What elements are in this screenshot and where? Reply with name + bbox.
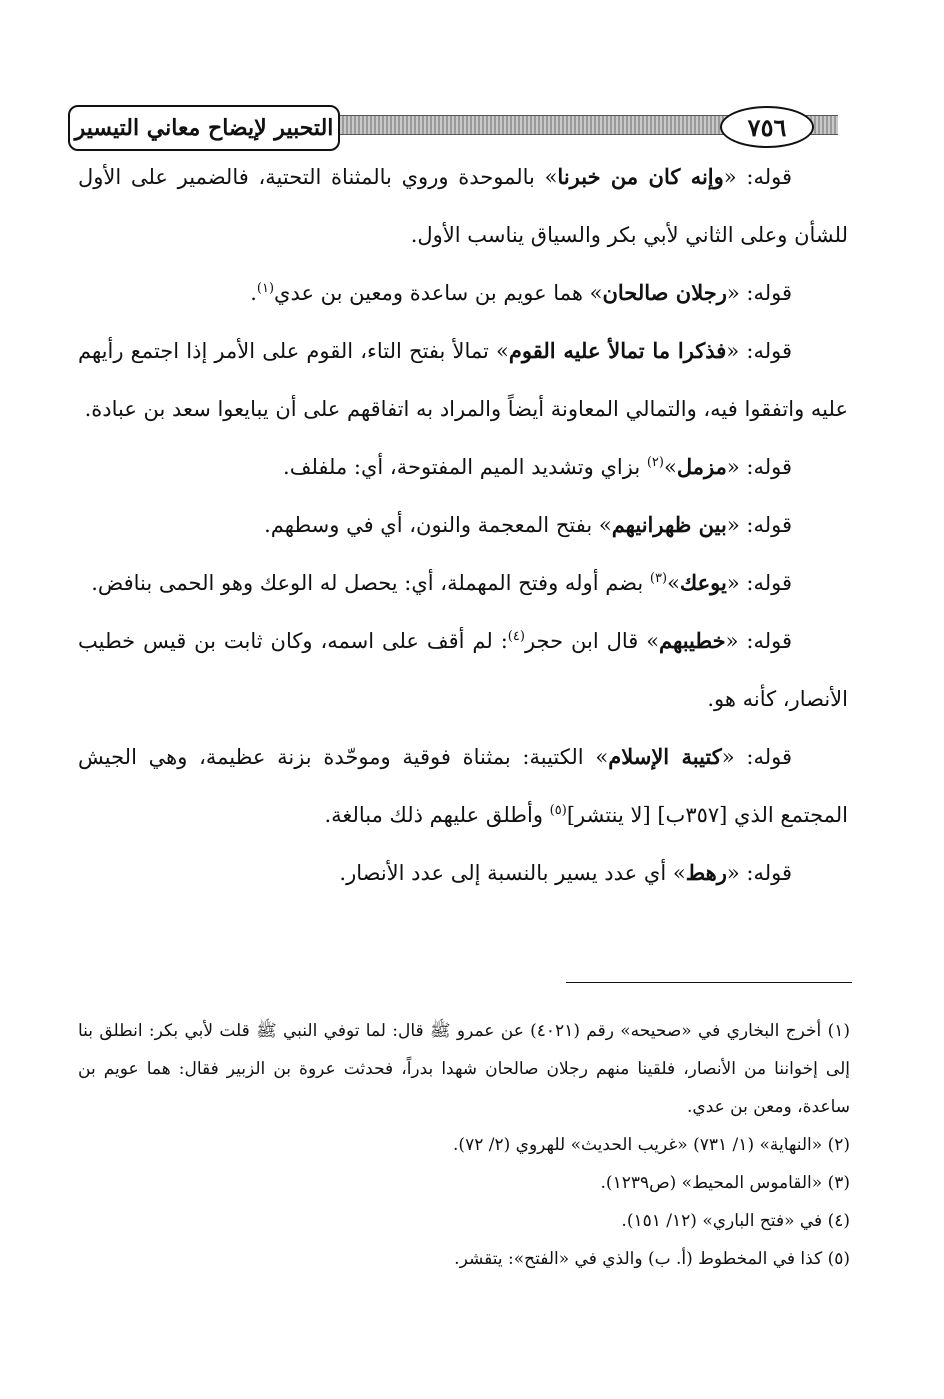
footnotes <box>78 1012 850 1278</box>
keyword: مزمل <box>676 454 727 479</box>
footnote: (٥) كذا في المخطوط (أ. ب) والذي في «الفتح»: يتقشر. <box>454 1249 850 1269</box>
footnote-ref[interactable]: (٤) <box>507 629 525 644</box>
keyword: بين ظهرانيهم <box>611 512 727 537</box>
footnote-ref[interactable]: (٥) <box>549 803 567 818</box>
footnote-separator <box>566 982 852 983</box>
keyword: يوعك <box>679 570 727 595</box>
keyword: خطيبهم <box>659 628 726 653</box>
footnote-ref[interactable]: (١) <box>256 281 275 296</box>
paragraph: قوله: «خطيبهم» قال ابن حجر$^{(٤)}$: لم أقف على اسمه، وكان ثابت بن قيس خطيب الأنصار، كأنه هو. <box>78 628 848 711</box>
footnote-ref[interactable]: (٢) <box>646 455 664 470</box>
paragraph: قوله: «رهط» أي عدد يسير بالنسبة إلى عدد الأنصار. <box>339 860 792 885</box>
paragraph: قوله: «يوعك»$^{(٣)}$ بضم أوله وفتح المهملة، أي: يحصل له الوعك وهو الحمى بنافض. <box>91 570 792 595</box>
footnote: (٢) «النهاية» (١/ ٧٣١) «غريب الحديث» للهروي (٢/ ٧٢). <box>453 1135 850 1155</box>
paragraph: قوله: «كتيبة الإسلام» الكتيبة: بمثناة فوقية وموحّدة بزنة عظيمة، وهي الجيش المجتمع الذي [٣٥٧ب] [لا ينتشر]$^{(٥)}$ وأطلق عليهم ذلك مبالغة. <box>78 744 848 827</box>
page-header <box>66 100 850 154</box>
main-text <box>78 148 848 902</box>
paragraph: قوله: «رجلان صالحان» هما عويم بن ساعدة ومعين بن عدي$^{(١)}$. <box>250 280 792 305</box>
footnote: (٤) في «فتح الباري» (١٢/ ١٥١). <box>621 1211 850 1231</box>
keyword: رجلان صالحان <box>602 280 727 305</box>
footnote: (١) أخرج البخاري في «صحيحه» رقم (٤٠٢١) عن عمرو ﷺ قال: لما توفي النبي ﷺ قلت لأبي بكر: انطلق بنا إلى إخواننا من الأنصار، فلقينا منهم رجلان صالحان شهدا بدراً، فحدثت عروة بن الزبير فقال: هما عويم بن ساعدة، ومعن بن عدي. <box>78 1021 850 1117</box>
footnote-ref[interactable]: (٣) <box>649 571 668 586</box>
keyword: رهط <box>685 860 727 885</box>
paragraph: قوله: «فذكرا ما تمالأ عليه القوم» تمالأ بفتح التاء، القوم على الأمر إذا اجتمع رأيهم عليه واتفقوا فيه، والتمالي المعاونة أيضاً والمراد به اتفاقهم على أن يبايعوا سعد بن عبادة. <box>78 338 848 421</box>
paragraph: قوله: «مزمل»$^{(٢)}$ بزاي وتشديد الميم المفتوحة، أي: ملفلف. <box>283 454 792 479</box>
footnote: (٣) «القاموس المحيط» (ص١٢٣٩). <box>600 1173 850 1193</box>
keyword: وإنه كان من خبرنا <box>557 164 724 189</box>
page-number: ٧٥٦ <box>720 106 814 148</box>
keyword: فذكرا ما تمالأ عليه القوم <box>508 338 727 363</box>
paragraph: قوله: «بين ظهرانيهم» بفتح المعجمة والنون، أي في وسطهم. <box>264 512 792 537</box>
keyword: كتيبة الإسلام <box>608 744 722 769</box>
book-title: التحبير لإيضاح معاني التيسير <box>68 105 340 151</box>
paragraph: قوله: «وإنه كان من خبرنا» بالموحدة وروي بالمثناة التحتية، فالضمير على الأول للشأن وعلى الثاني لأبي بكر والسياق يناسب الأول. <box>78 164 848 247</box>
